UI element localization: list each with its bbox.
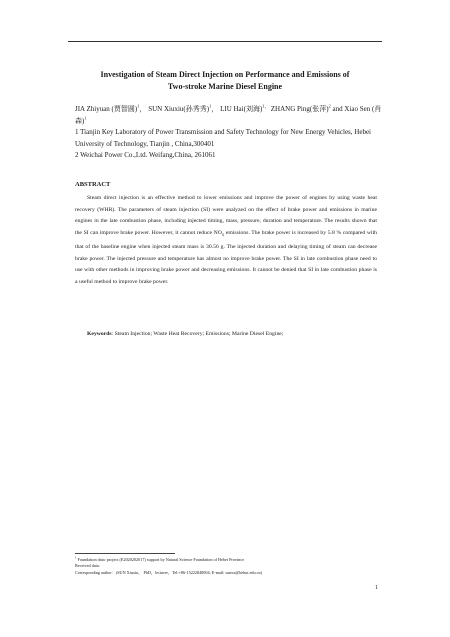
- title-line-2: Two-stroke Marine Diesel Engine: [167, 82, 283, 91]
- page-number: 1: [375, 585, 378, 591]
- author-separator: ，: [139, 105, 147, 113]
- nox-subscript: x: [221, 233, 225, 239]
- keywords-label: Keywords: [87, 331, 112, 337]
- author-3-affil: 1，: [262, 103, 270, 109]
- author-4: ZHANG Ping(张萍): [270, 105, 329, 113]
- author-2-affil: 1: [209, 103, 212, 109]
- author-2: SUN Xiuxiu(孙秀秀): [148, 105, 210, 113]
- abstract-part-1: Steam direct injection is an effective method to lower emissions and improve the power of engines by using waste heat recovery (WHR). The parameters of steam injection (SI) were analyzed on the effect of brake power and emissions in marine engines in the late combustion phase, including injected timing, mass, pressure, duration and temperature. The results shown that the SI can improve brake power. However, it cannot reduce NO: [75, 195, 377, 237]
- affiliation-2: 2 Weichai Power Co.,Ltd. Weifang,China, 261061: [75, 151, 216, 159]
- author-separator: ，: [211, 105, 219, 113]
- footnote-corresponding: Corresponding author：(SUN Xiuxiu， PhD，lecturer，Tel:+86-15222840004; E-mail: sunxx@hebut.edu.cn): [75, 569, 263, 575]
- author-3: LIU Hai(刘海): [220, 105, 263, 113]
- footnote-marker: 1: [75, 555, 77, 560]
- author-1-affil: 1: [137, 103, 140, 109]
- abstract-heading: ABSTRACT: [75, 181, 111, 188]
- footnote-rule: [75, 553, 175, 554]
- paper-title: [70, 69, 380, 93]
- footnotes: [75, 557, 385, 576]
- keywords-list: : Steam Injection; Waste Heat Recovery; Emissions; Marine Diesel Engine;: [111, 331, 284, 337]
- abstract-part-2: emissions. The brake power is increased by 5.8 % compared with that of the baseline engine when injected steam mass is 30.56 g. The injected duration and delaying timing of steam can decrease brake power. The injected pressure and temperature has almost no improve brake power. The SI in late combustion phase need to use with other methods in improving brake power and decreasing emissions. It cannot be denied that SI in late combustion phase is a useful method to improve brake power.: [75, 230, 377, 286]
- affiliation-1: 1 Tianjin Key Laboratory of Power Transmission and Safety Technology for New Energy Vehicles, Hebei University of Technology, Tianjin , China,300401: [75, 128, 371, 148]
- abstract-text: [75, 193, 377, 289]
- author-1: JIA Zhiyuan (贾智圆): [75, 105, 138, 113]
- footnote-received: Received data:: [75, 563, 100, 569]
- author-5: Xiao Sen (肖森): [75, 105, 382, 125]
- header-rule: [68, 41, 382, 42]
- author-4-affil: 2: [328, 103, 331, 109]
- footnote-funding-text: Foundation data: project (E2020202017) support by Natural Science Foundation of Hebei Province: [76, 557, 244, 562]
- author-and: and: [330, 105, 343, 113]
- keywords: [75, 330, 377, 339]
- title-line-1: Investigation of Steam Direct Injection on Performance and Emissions of: [100, 70, 350, 79]
- author-block: [75, 104, 385, 162]
- author-5-affil: 1: [84, 115, 87, 121]
